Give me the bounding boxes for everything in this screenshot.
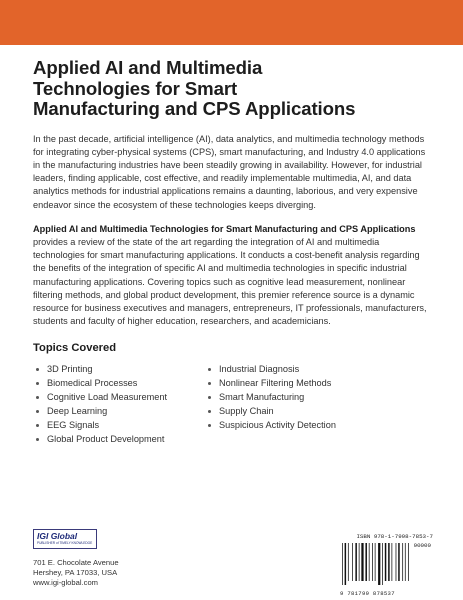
topic-item — [205, 376, 336, 390]
topics-column-right — [205, 362, 336, 432]
back-cover-content — [33, 58, 433, 457]
topic-label: Smart Manufacturing — [219, 392, 305, 403]
topic-label: Nonlinear Filtering Methods — [219, 378, 332, 389]
description-paragraph-1: In the past decade, artificial intelligence (AI), data analytics, and multimedia technology methods for integrating cyber-physical systems (CPS), smart manufacturing, and Industry 4.0 applications in the manufacturing industries have been steadily growing in availability. However, for industrial leaders, finding applicable, cost effective, and readily implementable multimedia, AI, and data analytics methods for industrial applications remains a daunting, laborious, and very expensive endeavor since the ecosystem of these technologies keeps diverging. — [33, 133, 426, 210]
bullet-icon — [36, 382, 39, 385]
topics-list — [33, 362, 433, 457]
isbn-barcode — [340, 533, 433, 597]
title-line: Technologies for Smart — [33, 77, 238, 99]
topics-heading: Topics Covered — [33, 342, 117, 355]
isbn-label: ISBN 978-1-7998-7853-7 — [356, 533, 433, 540]
price-code: 90000 — [413, 542, 431, 549]
barcode-digits: 9 781799 878537 — [340, 590, 395, 597]
topic-item — [205, 362, 336, 376]
logo-tagline: PUBLISHER of TIMELY KNOWLEDGE — [37, 541, 93, 545]
barcode-icon — [340, 541, 414, 589]
bullet-icon — [36, 424, 39, 427]
topic-item — [205, 418, 336, 432]
topic-label: 3D Printing — [47, 364, 93, 375]
topic-label: Global Product Development — [47, 434, 165, 445]
topics-column-left — [33, 362, 167, 446]
bullet-icon — [36, 410, 39, 413]
bullet-icon — [36, 396, 39, 399]
topic-label: Industrial Diagnosis — [219, 364, 300, 375]
bullet-icon — [208, 424, 211, 427]
topic-label: Suspicious Activity Detection — [219, 420, 336, 431]
publisher-block — [33, 529, 119, 589]
topic-item — [33, 390, 167, 404]
igi-global-logo — [33, 529, 97, 549]
book-title — [33, 58, 433, 120]
topic-item — [33, 404, 167, 418]
title-line: Manufacturing and CPS Applications — [33, 98, 356, 119]
topic-item — [33, 376, 167, 390]
address-line: Hershey, PA 17033, USA — [33, 568, 118, 578]
description-paragraph-2 — [33, 223, 433, 329]
bullet-icon — [208, 382, 211, 385]
bullet-icon — [36, 438, 39, 441]
logo-text: IGI Global — [37, 531, 78, 541]
topic-item — [33, 362, 167, 376]
topic-label: Deep Learning — [47, 406, 108, 417]
topic-label: Cognitive Load Measurement — [47, 392, 168, 403]
publisher-address — [33, 558, 119, 589]
top-color-band — [0, 0, 463, 45]
bullet-icon — [36, 368, 39, 371]
topic-label: Supply Chain — [219, 406, 274, 417]
topic-item — [205, 404, 336, 418]
paragraph-2-body: provides a review of the state of the art regarding the integration of AI and multimedia technologies for smart manufacturing applications. It conducts a cost-benefit analysis regarding the benefits of the integration of specific AI and multimedia technologies in specific industrial manufacturing applications. Covering topics such as cognitive lead measurement, nonlinear filtering methods, and global product development, this premier reference source is a dynamic resource for business executives and managers, entrepreneurs, IT professionals, manufacturers, students and faculty of higher education, researchers, and academicians. — [33, 236, 427, 327]
bullet-icon — [208, 368, 211, 371]
topic-label: EEG Signals — [47, 420, 100, 431]
topic-item — [205, 390, 336, 404]
topic-item — [33, 418, 167, 432]
title-line: Applied AI and Multimedia — [33, 57, 263, 78]
bullet-icon — [208, 410, 211, 413]
address-line: 701 E. Chocolate Avenue — [33, 558, 119, 567]
publisher-website: www.igi-global.com — [33, 578, 98, 588]
bullet-icon — [208, 396, 211, 399]
book-title-inline: Applied AI and Multimedia Technologies for Smart Manufacturing and CPS Applications — [33, 223, 416, 234]
topic-label: Biomedical Processes — [47, 378, 138, 389]
topic-item — [33, 432, 167, 446]
